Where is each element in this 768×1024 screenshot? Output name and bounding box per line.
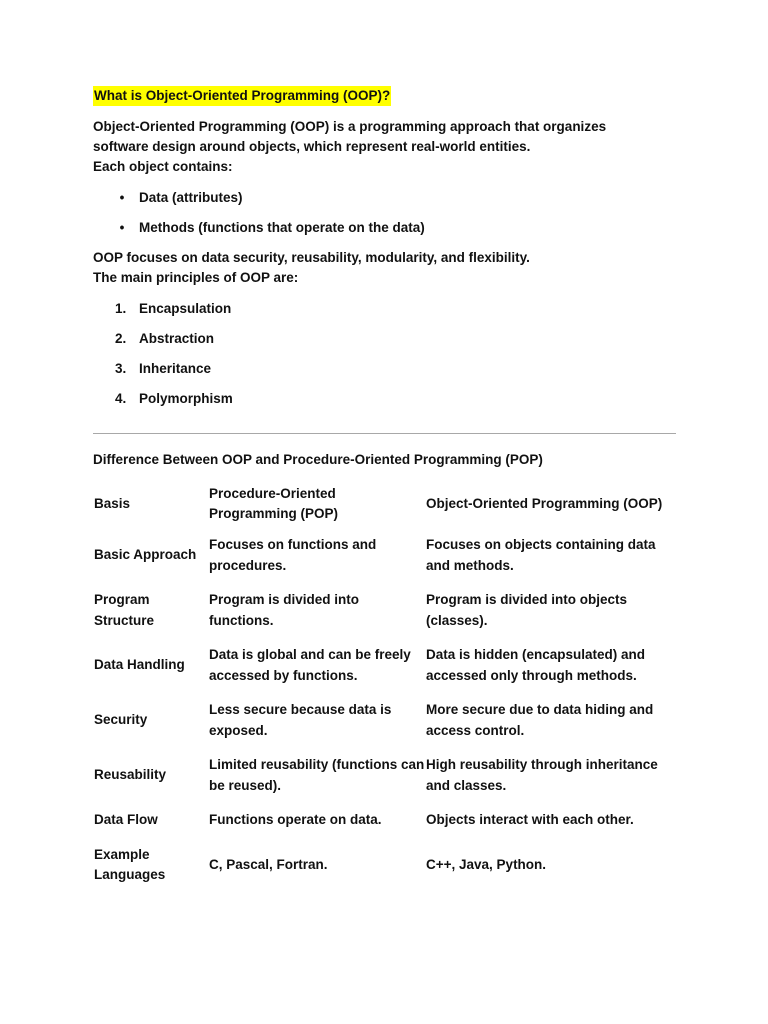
bullet-icon: • <box>119 190 125 205</box>
table-cell-oop: Focuses on objects containing data and methods. <box>426 537 656 573</box>
page-title: What is Object-Oriented Programming (OOP)? <box>93 86 391 106</box>
comparison-table <box>94 480 674 893</box>
list-item-text: Polymorphism <box>139 391 233 406</box>
principles-list <box>93 299 676 409</box>
list-number: 1. <box>115 301 127 316</box>
object-contents-list <box>93 188 676 238</box>
bullet-icon: • <box>119 220 125 235</box>
list-number: 2. <box>115 331 127 346</box>
header-cell-oop: Object-Oriented Programming (OOP) <box>426 495 663 511</box>
table-cell-pop: Limited reusability (functions can be reused). <box>209 757 425 793</box>
table-row <box>94 837 674 893</box>
list-item <box>93 389 676 409</box>
table-row <box>94 803 674 837</box>
table-cell-oop: More secure due to data hiding and access control. <box>426 702 654 738</box>
table-row <box>94 528 674 583</box>
table-cell-basis: Reusability <box>94 767 167 783</box>
table-row <box>94 583 674 638</box>
table-cell-pop: Functions operate on data. <box>209 811 382 827</box>
list-item <box>93 359 676 379</box>
table-cell-pop: Less secure because data is exposed. <box>209 702 392 738</box>
list-item-text: Data (attributes) <box>139 190 243 205</box>
table-row <box>94 693 674 748</box>
table-row <box>94 638 674 693</box>
table-cell-oop: Data is hidden (encapsulated) and accessed only through methods. <box>426 647 646 683</box>
summary-line: The main principles of OOP are: <box>93 270 299 285</box>
table-cell-pop: Data is global and can be freely accessed by functions. <box>209 647 411 683</box>
list-item-text: Encapsulation <box>139 301 232 316</box>
table-cell-basis: Program Structure <box>94 592 155 628</box>
table-cell-oop: High reusability through inheritance and classes. <box>426 757 658 793</box>
table-cell-basis: Data Handling <box>94 657 185 673</box>
table-cell-pop: Focuses on functions and procedures. <box>209 537 377 573</box>
intro-line: software design around objects, which represent real-world entities. <box>93 139 531 154</box>
table-title: Difference Between OOP and Procedure-Oriented Programming (POP) <box>93 452 543 467</box>
table-cell-basis: Example Languages <box>94 846 166 882</box>
table-cell-basis: Basic Approach <box>94 547 197 563</box>
intro-line: Object-Oriented Programming (OOP) is a programming approach that organizes <box>93 119 607 134</box>
list-item-text: Methods (functions that operate on the data) <box>139 220 425 235</box>
intro-paragraph <box>93 117 676 177</box>
table-cell-basis: Data Flow <box>94 811 158 827</box>
intro-line: Each object contains: <box>93 159 233 174</box>
table-cell-oop: Objects interact with each other. <box>426 811 634 827</box>
list-item <box>93 299 676 319</box>
list-item <box>93 218 676 238</box>
list-item <box>93 188 676 208</box>
table-cell-oop: C++, Java, Python. <box>426 856 547 872</box>
table-cell-basis: Security <box>94 712 148 728</box>
list-number: 3. <box>115 361 127 376</box>
list-item-text: Inheritance <box>139 361 212 376</box>
header-cell-pop: Procedure-Oriented Programming (POP) <box>209 485 339 521</box>
list-item <box>93 329 676 349</box>
table-cell-oop: Program is divided into objects (classes). <box>426 592 628 628</box>
list-item-text: Abstraction <box>139 331 215 346</box>
list-number: 4. <box>115 391 127 406</box>
table-row <box>94 748 674 803</box>
header-cell-basis: Basis <box>94 495 131 511</box>
table-cell-pop: C, Pascal, Fortran. <box>209 856 328 872</box>
table-cell-pop: Program is divided into functions. <box>209 592 360 628</box>
table-header-row <box>94 480 674 528</box>
horizontal-divider <box>93 433 676 434</box>
document-page <box>93 86 676 893</box>
summary-line: OOP focuses on data security, reusability, modularity, and flexibility. <box>93 250 530 265</box>
summary-paragraph <box>93 248 676 288</box>
